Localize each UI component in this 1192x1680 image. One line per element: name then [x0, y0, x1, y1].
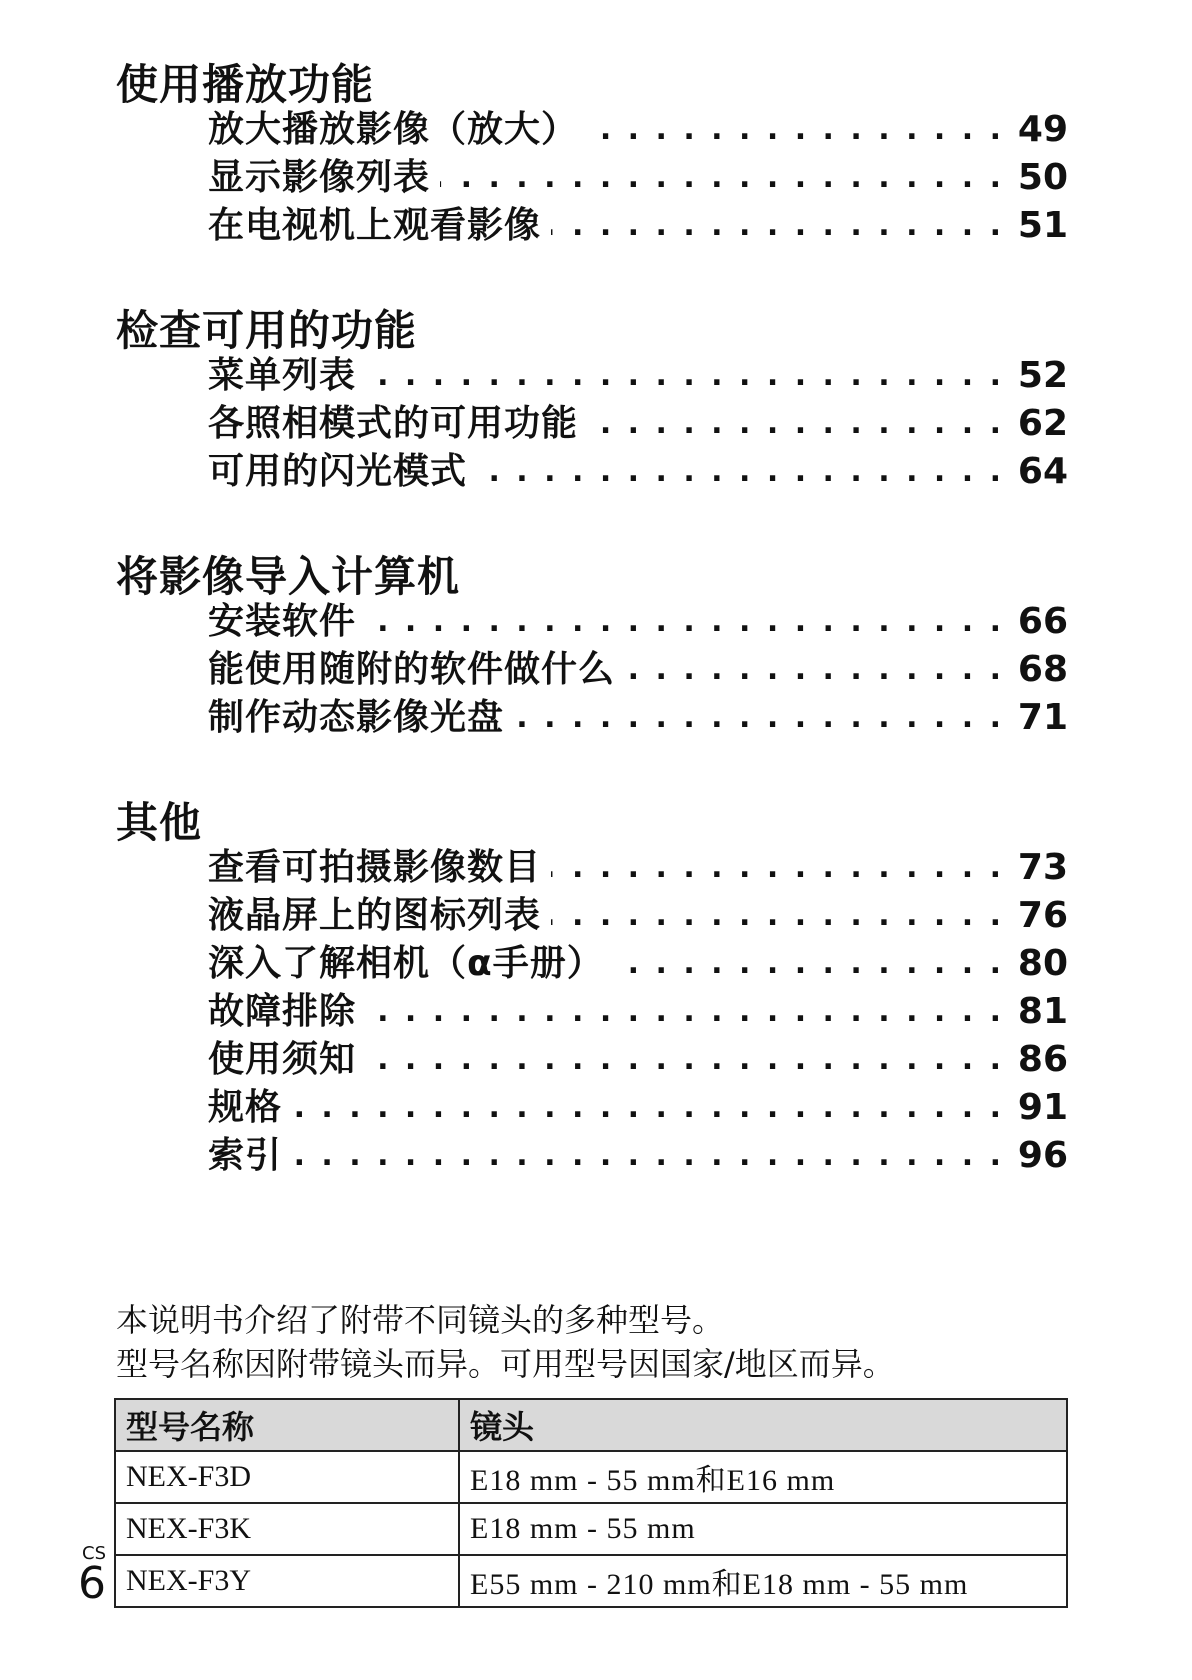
lens-cell: E55 mm - 210 mm和E18 mm - 55 mm [459, 1555, 1067, 1607]
dot-leader [588, 402, 1004, 446]
dot-leader [440, 156, 1004, 200]
model-name-cell: NEX-F3D [115, 1451, 459, 1503]
dot-leader [366, 1038, 1004, 1082]
toc-entry[interactable] [208, 648, 1068, 692]
toc-entry-page: 73 [1017, 847, 1068, 888]
dot-leader [551, 204, 1004, 248]
toc-entry[interactable] [208, 402, 1068, 446]
dot-leader [514, 696, 1004, 740]
toc-entry-label: 使用须知 [208, 1039, 357, 1080]
toc-entry-label: 规格 [208, 1087, 283, 1128]
toc-entry-page: 66 [1017, 601, 1068, 642]
toc-entry-label: 可用的闪光模式 [208, 451, 468, 492]
dot-leader [614, 942, 1004, 986]
toc-entry-label: 安装软件 [208, 601, 357, 642]
section-title: 使用播放功能 [116, 60, 375, 109]
toc-entry[interactable] [208, 354, 1068, 398]
dot-leader [292, 1086, 1004, 1130]
table-row [115, 1451, 1067, 1503]
toc-entry-page: 51 [1017, 205, 1068, 246]
toc-entry[interactable] [208, 156, 1068, 200]
table-row [115, 1503, 1067, 1555]
model-note-line: 本说明书介绍了附带不同镜头的多种型号。 [116, 1301, 725, 1339]
toc-entry-page: 62 [1017, 403, 1068, 444]
section-title: 将影像导入计算机 [116, 552, 461, 601]
toc-entry[interactable] [208, 1038, 1068, 1082]
section-title: 其他 [116, 798, 203, 847]
toc-entry-label: 查看可拍摄影像数目 [208, 847, 542, 888]
toc-entry[interactable] [208, 942, 1068, 986]
toc-entry-page: 76 [1017, 895, 1068, 936]
toc-entry-label: 显示影像列表 [208, 157, 431, 198]
model-note-line: 型号名称因附带镜头而异。可用型号因国家/地区而异。 [116, 1345, 895, 1383]
dot-leader [366, 354, 1004, 398]
toc-entry-page: 80 [1017, 943, 1068, 984]
lens-cell: E18 mm - 55 mm和E16 mm [459, 1451, 1067, 1503]
table-header-row [115, 1399, 1067, 1451]
toc-entry[interactable] [208, 846, 1068, 890]
dot-leader [588, 108, 1004, 152]
toc-entry[interactable] [208, 894, 1068, 938]
toc-entry-page: 49 [1017, 109, 1068, 150]
dot-leader [477, 450, 1004, 494]
toc-entry-page: 68 [1017, 649, 1068, 690]
toc-entry-label: 制作动态影像光盘 [208, 697, 505, 738]
model-name-cell: NEX-F3Y [115, 1555, 459, 1607]
section-title: 检查可用的功能 [116, 306, 418, 355]
toc-entry-page: 52 [1017, 355, 1068, 396]
toc-entry-label: 能使用随附的软件做什么 [208, 649, 616, 690]
model-table [114, 1398, 1068, 1608]
toc-entry-page: 91 [1017, 1087, 1068, 1128]
dot-leader [551, 894, 1004, 938]
toc-entry[interactable] [208, 108, 1068, 152]
toc-entry[interactable] [208, 1134, 1068, 1178]
toc-entry-label: 索引 [208, 1135, 283, 1176]
toc-entry-label: 放大播放影像（放大） [208, 109, 579, 150]
toc-entry[interactable] [208, 450, 1068, 494]
dot-leader [292, 1134, 1004, 1178]
toc-entry-page: 64 [1017, 451, 1068, 492]
column-header-lens: 镜头 [459, 1399, 1067, 1451]
toc-entry-label: 深入了解相机（α手册） [208, 943, 604, 984]
toc-entry[interactable] [208, 696, 1068, 740]
column-header-model: 型号名称 [115, 1399, 459, 1451]
toc-entry-page: 50 [1017, 157, 1068, 198]
page-number: 6 [78, 1558, 106, 1609]
toc-entry-label: 液晶屏上的图标列表 [208, 895, 542, 936]
dot-leader [366, 990, 1004, 1034]
toc-entry[interactable] [208, 600, 1068, 644]
toc-entry-page: 71 [1017, 697, 1068, 738]
table-row [115, 1555, 1067, 1607]
dot-leader [366, 600, 1004, 644]
toc-entry[interactable] [208, 204, 1068, 248]
toc-entry[interactable] [208, 990, 1068, 1034]
model-name-cell: NEX-F3K [115, 1503, 459, 1555]
dot-leader [551, 846, 1004, 890]
language-code: CS [82, 1543, 106, 1564]
toc-entry-page: 81 [1017, 991, 1068, 1032]
toc-entry-label: 各照相模式的可用功能 [208, 403, 579, 444]
toc-entry-label: 菜单列表 [208, 355, 357, 396]
lens-cell: E18 mm - 55 mm [459, 1503, 1067, 1555]
toc-entry-label: 在电视机上观看影像 [208, 205, 542, 246]
toc-entry-page: 96 [1017, 1135, 1068, 1176]
toc-entry-label: 故障排除 [208, 991, 357, 1032]
dot-leader [625, 648, 1004, 692]
toc-entry[interactable] [208, 1086, 1068, 1130]
toc-entry-page: 86 [1017, 1039, 1068, 1080]
